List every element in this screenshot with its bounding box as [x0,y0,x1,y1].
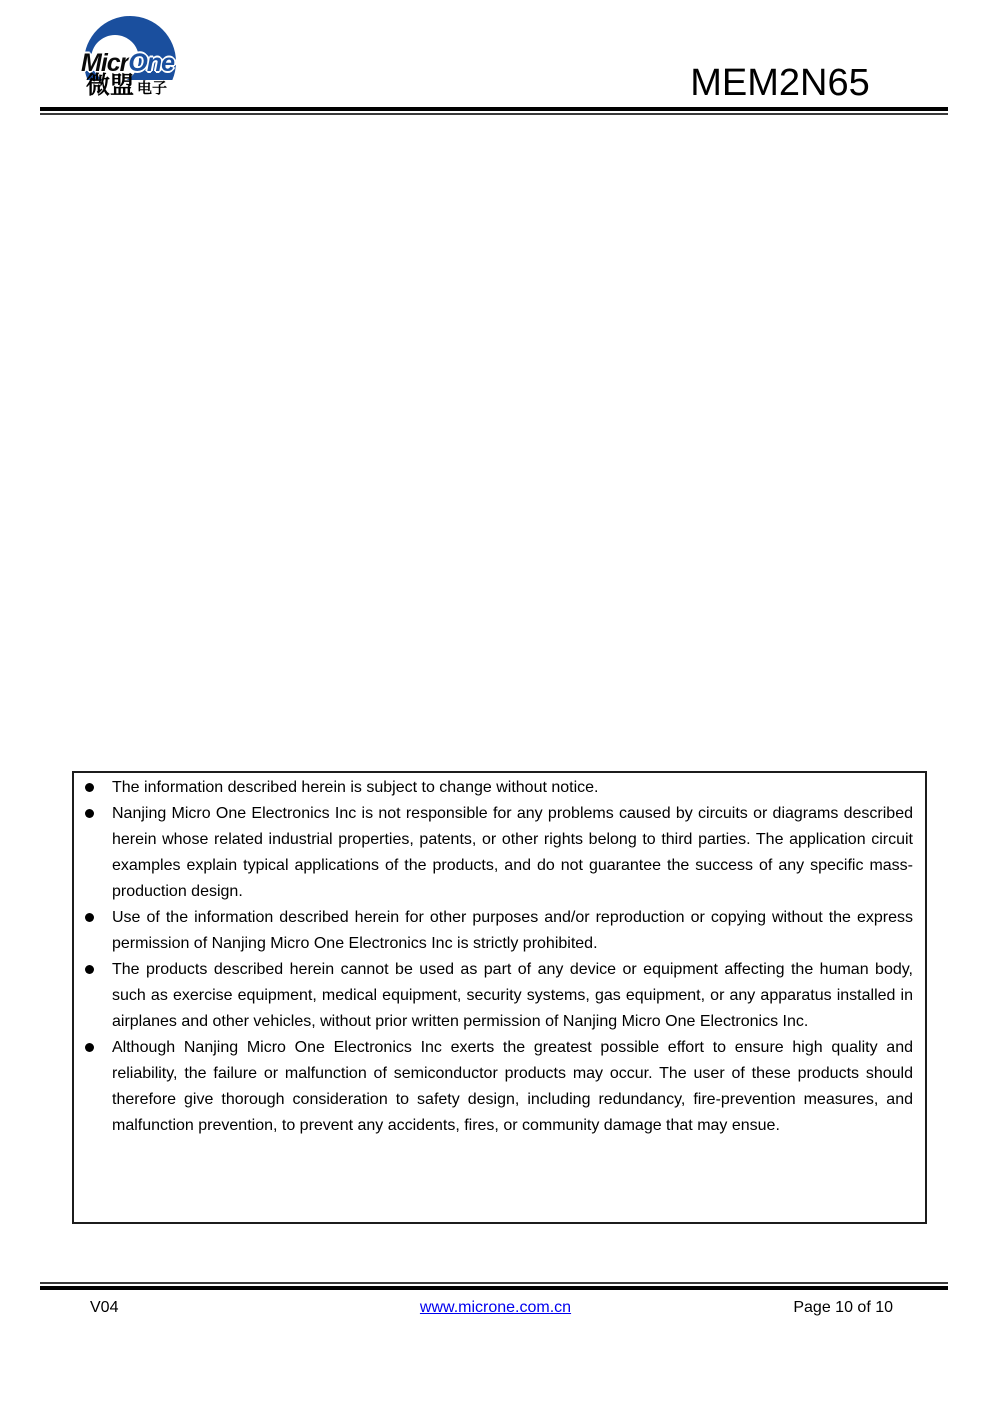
microne-logo [78,4,212,100]
bullet-icon [85,783,94,792]
page-title: MEM2N65 [690,62,870,104]
bullet-icon [85,913,94,922]
disclaimer-box [72,771,927,1224]
disclaimer-item [74,905,913,957]
logo-chinese-text [86,74,167,98]
disclaimer-item-text: Use of the information described herein for other purposes and/or reproduction or copying without the express permission of Nanjing Micro One Electronics Inc is strictly prohibited. [112,909,913,952]
disclaimer-item [74,801,913,905]
disclaimer-item-text: The products described herein cannot be used as part of any device or equipment affecting the human body, such as exercise equipment, medical equipment, security systems, gas equipment, or any apparatus installed in airplanes and other vehicles, without prior written permission of Nanjing Micro One Electronics Inc. [112,961,913,1030]
header-divider-thin-line [40,113,948,115]
disclaimer-item [74,775,913,801]
disclaimer-item-text: The information described herein is subject to change without notice. [112,779,599,796]
bullet-icon [85,965,94,974]
logo-wordmark-micr: Micr [81,49,129,77]
disclaimer-item [74,957,913,1035]
page-number: Page 10 of 10 [793,1299,893,1316]
version-label: V04 [90,1299,119,1316]
logo-chinese-sub: 电子 [137,80,168,97]
disclaimer-item-text: Although Nanjing Micro One Electronics Inc exerts the greatest possible effort to ensure high quality and reliability, the failure or malfunction of semiconductor products may occur. The user of these products should therefore give thorough consideration to safety design, including redundancy, fire-prevention measures, and malfunction prevention, to prevent any accidents, fires, or community damage that may ensue. [112,1039,913,1134]
disclaimer-list [74,775,913,1139]
bullet-icon [85,809,94,818]
website-link[interactable]: www.microne.com.cn [419,1299,572,1316]
bullet-icon [85,1043,94,1052]
footer-divider [40,1282,948,1290]
logo-wordmark-one: One [128,49,175,77]
disclaimer-item [74,1035,913,1139]
disclaimer-item-text: Nanjing Micro One Electronics Inc is not responsible for any problems caused by circuits or diagrams described herein whose related industrial properties, patents, or other rights belong to third parties. The application circuit examples explain typical applications of the products, and do not guarantee the success of any specific mass-production design. [112,805,913,900]
footer-divider-thick-line [40,1286,948,1290]
logo-chinese-main: 微盟 [86,72,134,99]
header-divider [40,107,948,115]
